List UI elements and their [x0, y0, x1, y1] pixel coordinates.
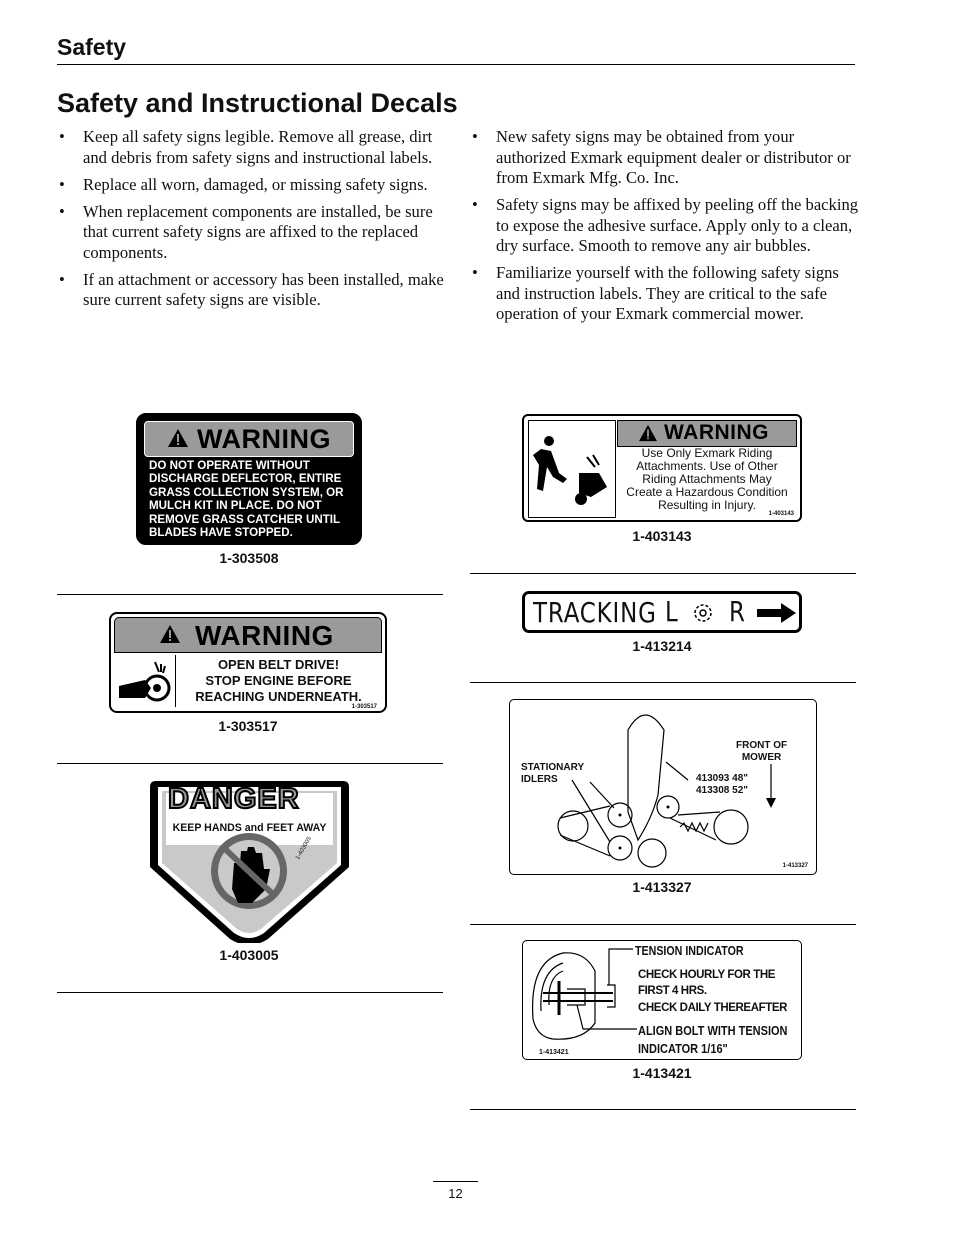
belt-part-numbers: 413093 48" 413308 52": [696, 773, 749, 796]
warning-triangle-icon: [638, 424, 658, 442]
divider: [470, 573, 856, 574]
danger-text: KEEP HANDS and FEET AWAY: [172, 822, 327, 834]
page-number-rule: [433, 1181, 478, 1182]
section-header: Safety: [57, 34, 127, 60]
bullets-left: [57, 127, 447, 317]
bullet-item: • When replacement components are installed, be sure that current safety signs are affixed to the replaced components.: [57, 202, 447, 264]
divider: [470, 924, 856, 925]
bullet-item: • Replace all worn, damaged, or missing safety signs.: [57, 175, 447, 196]
tracking-decal-413214: [522, 591, 802, 633]
page-title: Safety and Instructional Decals: [57, 88, 458, 118]
arrow-right-icon: [757, 602, 797, 624]
bullet-item: • New safety signs may be obtained from your authorized Exmark equipment dealer or distributor or from Exmark Mfg. Co. Inc.: [470, 127, 860, 189]
warning-decal-303508: [136, 413, 362, 545]
bullet-item: • Keep all safety signs legible. Remove all grease, dirt and debris from safety signs and instructional labels.: [57, 127, 447, 168]
divider: [470, 1109, 856, 1110]
bullet-item: • If an attachment or accessory has been installed, make sure current safety signs are visible.: [57, 270, 447, 311]
tracking-right-label: R: [729, 595, 745, 628]
bullet-item: • Familiarize yourself with the following safety signs and instruction labels. They are critical to the safe operation of your Exmark commercial mower.: [470, 263, 860, 325]
tension-indicator-decal-413421: [522, 940, 802, 1060]
warning-text: DO NOT OPERATE WITHOUT DISCHARGE DEFLECTOR, ENTIRE GRASS COLLECTION SYSTEM, OR MULCH KIT IN PLACE. DO NOT REMOVE GRASS CATCHER UNTIL BLADES HAVE STOPPED.: [149, 459, 344, 540]
warning-decal-403143: [522, 414, 802, 522]
decal-caption: 1-413327: [632, 879, 692, 895]
warning-text: Use Only Exmark Riding Attachments. Use of Other Riding Attachments May Create a Hazardous Condition Resulting in Injury.: [626, 446, 788, 512]
decal-code: 1-413421: [539, 1049, 569, 1056]
align-instructions: ALIGN BOLT WITH TENSION INDICATOR 1/16": [638, 1024, 788, 1056]
divider: [57, 763, 443, 764]
tension-indicator-label: TENSION INDICATOR: [635, 943, 744, 958]
person-falling-icon: [529, 421, 615, 517]
page-number: 12: [448, 1186, 463, 1201]
warning-text: OPEN BELT DRIVE! STOP ENGINE BEFORE REACHING UNDERNEATH.: [175, 655, 381, 707]
divider: [470, 682, 856, 683]
warning-triangle-icon: [159, 624, 181, 644]
decal-code: 1-403005: [295, 836, 313, 861]
decal-caption: 1-303517: [218, 718, 278, 734]
check-instructions: CHECK HOURLY FOR THE FIRST 4 HRS. CHECK DAILY THEREAFTER: [638, 969, 788, 1014]
attachment-hazard-picture: [528, 420, 616, 518]
decal-caption: 1-413421: [632, 1065, 692, 1081]
adjustment-knob-icon: [691, 601, 715, 625]
decal-code: 1-413327: [782, 863, 808, 869]
divider: [57, 594, 443, 595]
belt-routing-decal-413327: [509, 699, 817, 875]
decal-caption: 1-403005: [219, 947, 279, 963]
warning-decal-303517: [109, 612, 387, 713]
danger-heading: DANGER: [168, 783, 300, 815]
header-rule: [57, 64, 855, 65]
bullet-item: • Safety signs may be affixed by peeling off the backing to expose the adhesive surface. Apply only to a clean, dry surface. Smooth to remove any air bubbles.: [470, 195, 860, 257]
bullets-right: [470, 127, 860, 331]
warning-heading: WARNING: [664, 421, 769, 444]
warning-heading: WARNING: [197, 424, 331, 454]
idlers-label: STATIONARY IDLERS: [521, 762, 585, 785]
decal-caption: 1-303508: [219, 550, 279, 566]
tracking-left-label: L: [665, 595, 678, 628]
decal-code: 1-403143: [768, 511, 794, 517]
hand-belt-icon: [117, 658, 173, 708]
decal-code: 1-303517: [351, 704, 377, 710]
warning-header: [617, 420, 797, 447]
decal-caption: 1-403143: [632, 528, 692, 544]
front-of-mower-label: FRONT OF MOWER: [736, 740, 788, 763]
tracking-text: TRACKING: [533, 596, 657, 629]
divider: [57, 992, 443, 993]
belt-routing-diagram: [510, 700, 816, 874]
warning-header: [114, 617, 382, 653]
warning-triangle-icon: [167, 428, 189, 448]
warning-heading: WARNING: [195, 620, 334, 651]
warning-header: [144, 421, 354, 457]
decal-caption: 1-413214: [632, 638, 692, 654]
